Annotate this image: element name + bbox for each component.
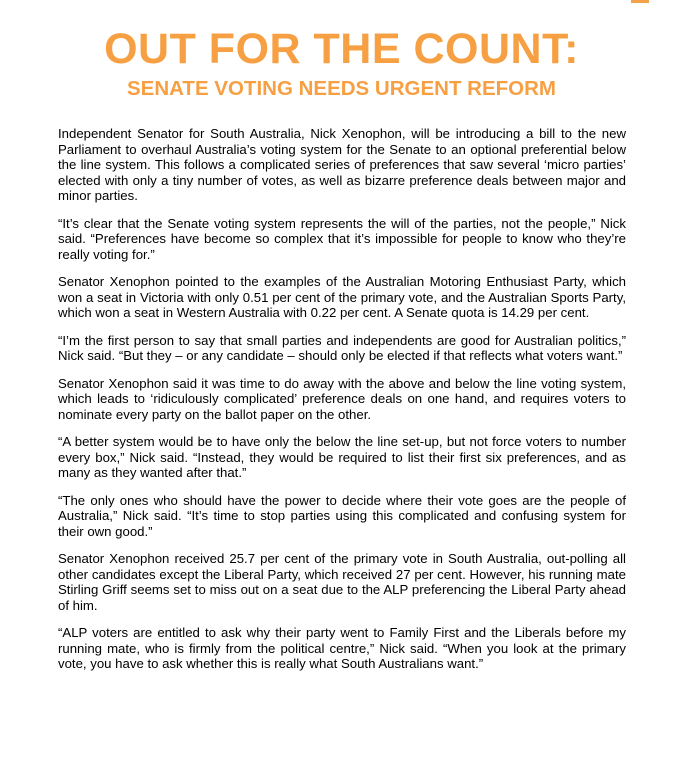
paragraph-1: Independent Senator for South Australia, Nick Xenophon, will be introducing a bill to the new Parliament to overhaul Australia’s voting system for the Senate to an optional preferential below the line system. This follows a complicated series of preferences that saw several ‘micro parties’ elected with only a tiny number of votes, as well as bizarre preference deals between major and minor parties.: [58, 126, 626, 203]
page-title: OUT FOR THE COUNT:: [104, 25, 579, 73]
paragraph-4: “I’m the first person to say that small parties and independents are good for Australian politics,” Nick said. “But they – or any candidate – should only be elected if that reflects what voters want.”: [58, 332, 626, 363]
paragraph-9: “ALP voters are entitled to ask why their party went to Family First and the Liberals before my running mate, who is firmly from the political centre,” Nick said. “When you look at the primary vote, you have to ask whether this is really what South Australians want.”: [58, 625, 626, 671]
paragraph-6: “A better system would be to have only the below the line set-up, but not force voters to number every box,” Nick said. “Instead, they would be required to list their first six preferences, and as many as they wanted after that.”: [58, 434, 626, 480]
top-edge-mark: [631, 0, 649, 3]
paragraph-2: “It’s clear that the Senate voting system represents the will of the parties, not the people,” Nick said. “Preferences have become so complex that it’s impossible for people to know who they’re really voting for.”: [58, 215, 626, 262]
paragraph-8: Senator Xenophon received 25.7 per cent of the primary vote in South Australia, out-polling all other candidates except the Liberal Party, which received 27 per cent. However, his running mate Stirling Griff seems set to miss out on a seat due to the ALP preferencing the Liberal Party ahead of him.: [58, 551, 626, 613]
paragraph-5: Senator Xenophon said it was time to do away with the above and below the line voting system, which leads to ‘ridiculously complicated’ preference deals on one hand, and requires voters to nominate every party on the ballot paper on the other.: [58, 375, 626, 422]
page-subtitle: SENATE VOTING NEEDS URGENT REFORM: [126, 77, 556, 100]
paragraph-3: Senator Xenophon pointed to the examples of the Australian Motoring Enthusiast Party, which won a seat in Victoria with only 0.51 per cent of the primary vote, and the Australian Sports Party, which won a seat in Western Australia with 0.22 per cent. A Senate quota is 14.29 per cent.: [58, 274, 626, 320]
paragraph-7: “The only ones who should have the power to decide where their vote goes are the people of Australia,” Nick said. “It’s time to stop parties using this complicated and confusing system for their own good.”: [58, 492, 626, 539]
article-body: [58, 126, 626, 684]
